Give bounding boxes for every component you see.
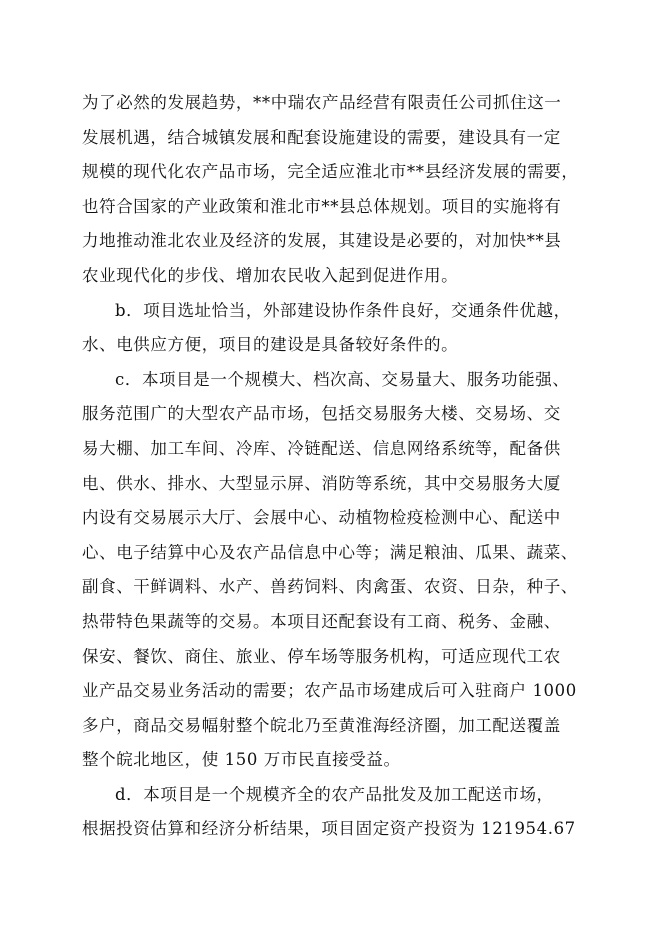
text-line: c．本项目是一个规模大、档次高、交易量大、服务功能强、 — [115, 369, 570, 389]
text-line: 易大棚、加工车间、冷库、冷链配送、信息网络系统等，配备供 — [82, 438, 561, 458]
text-line: 副食、干鲜调料、水产、兽药饲料、肉禽蛋、农资、日杂，种子、 — [82, 577, 578, 597]
text-line: d．本项目是一个规模齐全的农产品批发及加工配送市场， — [115, 784, 554, 804]
text-line: b．项目选址恰当，外部建设协作条件良好，交通条件优越， — [115, 300, 571, 320]
paragraph-c — [82, 363, 592, 778]
paragraph-d — [82, 778, 592, 847]
text-line: 内设有交易展示大厅、会展中心、动植物检疫检测中心、配送中 — [82, 508, 561, 528]
paragraph-b — [82, 294, 592, 363]
text-line: 根据投资估算和经济分析结果，项目固定资产投资为 121954.67 — [82, 819, 576, 839]
text-line: 力地推动淮北农业及经济的发展，其建设是必要的，对加快**县 — [82, 231, 562, 251]
text-line: 热带特色果蔬等的交易。本项目还配套设有工商、税务、金融、 — [82, 611, 561, 631]
text-line: 服务范围广的大型农产品市场，包括交易服务大楼、交易场、交 — [82, 404, 561, 424]
paragraph-intro — [82, 86, 592, 294]
text-line: 为了必然的发展趋势，**中瑞农产品经营有限责任公司抓住这一 — [82, 93, 562, 112]
text-line: 整个皖北地区，使 150 万市民直接受益。 — [82, 750, 401, 770]
text-line: 也符合国家的产业政策和淮北市**县总体规划。项目的实施将有 — [82, 196, 562, 216]
text-line: 发展机遇，结合城镇发展和配套设施建设的需要，建设具有一定 — [82, 127, 561, 147]
text-line: 水、电供应方便，项目的建设是具备较好条件的。 — [82, 335, 459, 355]
text-line: 规模的现代化农产品市场，完全适应淮北市**县经济发展的需要， — [82, 162, 579, 182]
text-line: 保安、餐饮、商住、旅业、停车场等服务机构，可适应现代工农 — [82, 646, 561, 666]
text-line: 电、供水、排水、大型显示屏、消防等系统，其中交易服务大厦 — [82, 473, 561, 493]
text-line: 心、电子结算中心及农产品信息中心等；满足粮油、瓜果、蔬菜、 — [82, 542, 578, 562]
text-line: 农业现代化的步伐、增加农民收入起到促进作用。 — [82, 265, 459, 285]
text-line: 多户，商品交易幅射整个皖北乃至黄淮海经济圈，加工配送覆盖 — [82, 715, 561, 735]
text-line: 业产品交易业务活动的需要；农产品市场建成后可入驻商户 1000 — [82, 681, 577, 701]
